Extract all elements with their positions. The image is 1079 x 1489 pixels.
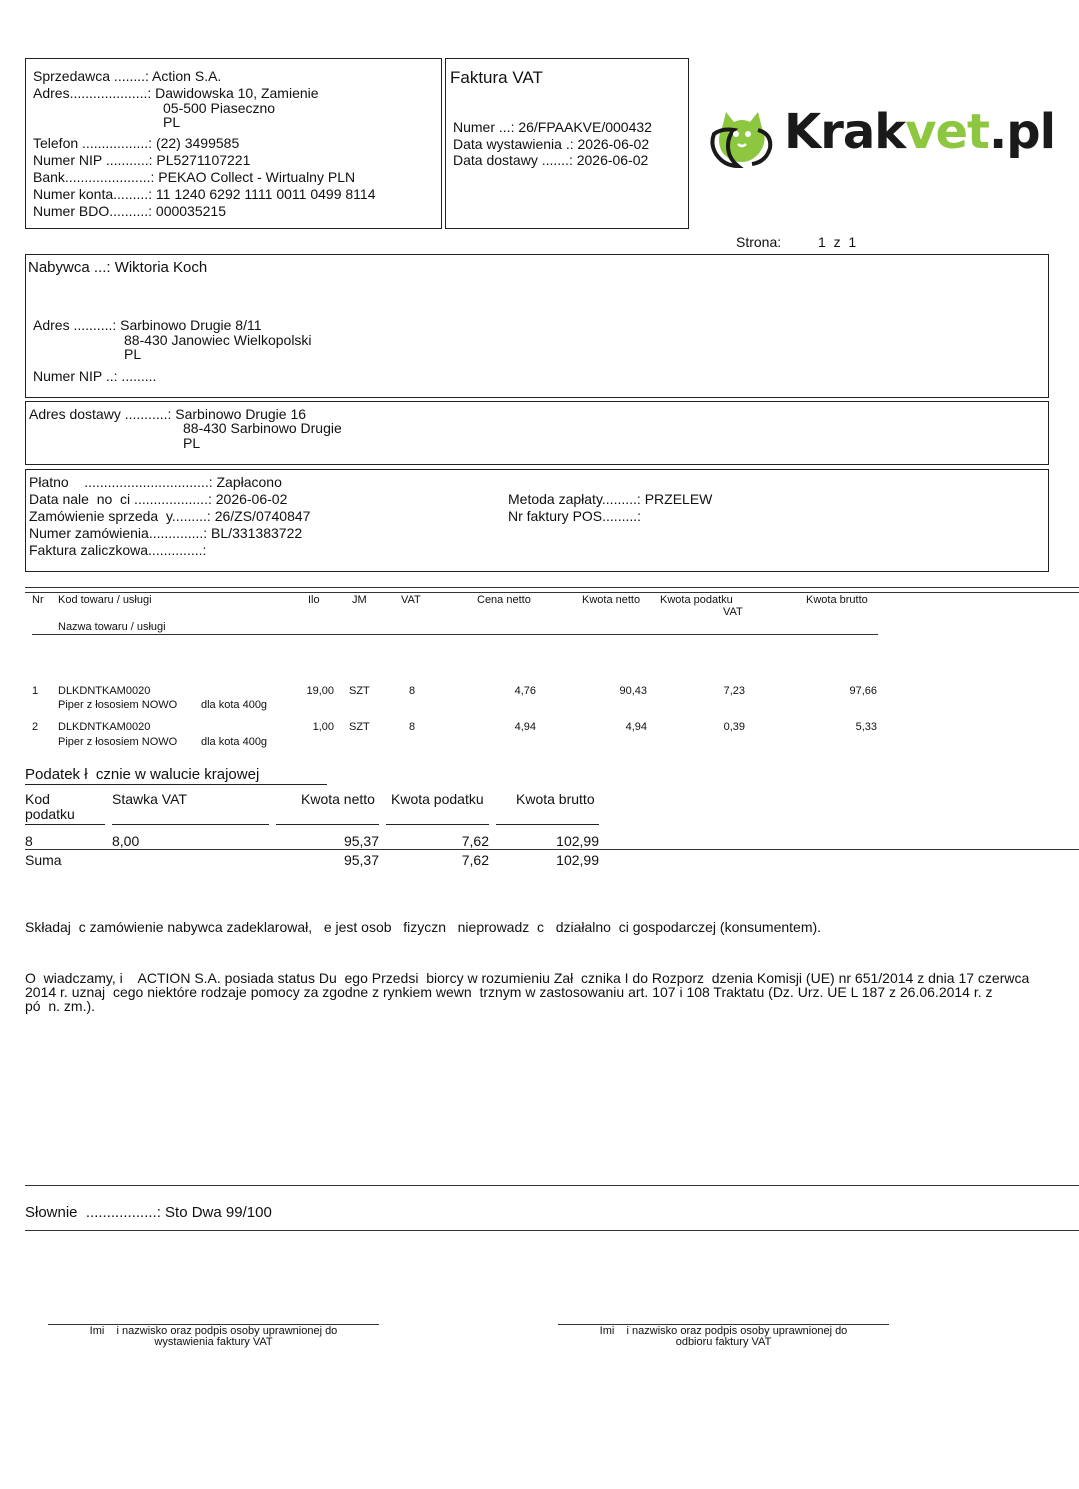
seller-account: Numer konta.........: 11 1240 6292 1111 0011 0499 8114 (33, 186, 376, 202)
item-2-unit: SZT (349, 721, 370, 733)
words-bottom-rule (25, 1230, 1079, 1231)
tax-col-rate-rule (112, 824, 269, 825)
sales-order: Zamówienie sprzeda y.........: 26/ZS/0740847 (29, 508, 311, 524)
signature-receiver-label-2: odbioru faktury VAT (675, 1336, 772, 1348)
seller-nip: Numer NIP ...........: PL5271107221 (33, 152, 251, 168)
seller-address-line2: 05-500 Piaseczno (163, 100, 276, 116)
seller-address-line3: PL (163, 114, 181, 130)
aid-statement-line2: 2014 r. uznaj cego niektóre rodzaje pomocy za zgodne z rynkiem wewn trznym w zastosowaniu art. 107 i 108 Traktatu (Dz. Urz. UE L 187 z 26.06.2014 r. z (25, 984, 993, 1000)
item-2-net-price: 4,94 (514, 721, 536, 733)
item-1-unit: SZT (349, 685, 370, 697)
logo-text-vet: vet (905, 104, 989, 160)
seller-name: Sprzedawca ........: Action S.A. (33, 68, 222, 84)
item-1-code: DLKDNTKAM0020 (58, 685, 151, 697)
tax-sum-gross: 102,99 (556, 852, 599, 868)
col-vat: VAT (401, 594, 421, 606)
logo-text-pl: .pl (988, 104, 1056, 160)
pos-invoice-number: Nr faktury POS.........: (508, 508, 642, 524)
tax-col-tax-rule (386, 824, 489, 825)
col-tax-amount: Kwota podatku (660, 594, 733, 606)
tax-row-net: 95,37 (343, 833, 379, 849)
delivery-address-line2: 88-430 Sarbinowo Drugie (183, 420, 342, 436)
signature-issuer-label-2: wystawienia faktury VAT (154, 1336, 273, 1348)
col-code: Kod towaru / usługi (58, 594, 152, 606)
tax-col-tax: Kwota podatku (391, 791, 484, 807)
item-2-tax: 0,39 (723, 721, 745, 733)
tax-sum-net: 95,37 (343, 852, 379, 868)
seller-address-line1: Adres....................: Dawidowska 10, Zamienie (33, 85, 319, 101)
tax-summary-title-underline (25, 784, 327, 785)
item-2-name: Piper z łososiem NOWO (58, 736, 178, 748)
invoice-title: Faktura VAT (450, 68, 543, 87)
tax-col-net-rule (276, 824, 379, 825)
item-1-vat: 8 (409, 685, 416, 697)
tax-summary-title: Podatek ł cznie w walucie krajowej (25, 766, 260, 783)
item-1-name: Piper z łososiem NOWO (58, 699, 178, 711)
payment-due-date: Data nale no ci ...................: 2026-06-02 (29, 491, 288, 507)
items-top-rule (25, 587, 1079, 588)
buyer-name: Nabywca ...: Wiktoria Koch (28, 259, 208, 276)
order-number: Numer zamówienia..............: BL/331383722 (29, 525, 303, 541)
item-2-desc: dla kota 400g (201, 736, 268, 748)
invoice-issue-date: Data wystawienia .: 2026-06-02 (453, 136, 650, 152)
buyer-nip: Numer NIP ..: ......... (33, 368, 157, 384)
buyer-address-line2: 88-430 Janowiec Wielkopolski (124, 332, 312, 348)
payment-method: Metoda zapłaty.........: PRZELEW (508, 491, 713, 507)
aid-statement-line3: pó n. zm.). (25, 998, 96, 1014)
tax-col-code-rule (25, 824, 105, 825)
seller-phone: Telefon .................: (22) 3499585 (33, 135, 240, 151)
tax-col-code: Kod (25, 791, 50, 807)
items-header-rule (32, 634, 878, 635)
tax-col-gross-rule (496, 824, 599, 825)
item-1-gross: 97,66 (849, 685, 877, 697)
tax-row-code: 8 (25, 833, 33, 849)
signature-issuer-label-1: Imi i nazwisko oraz podpis osoby uprawnionej do (89, 1325, 338, 1337)
signature-receiver-label-1: Imi i nazwisko oraz podpis osoby uprawnionej do (599, 1325, 848, 1337)
buyer-address-line1: Adres ..........: Sarbinowo Drugie 8/11 (33, 317, 262, 333)
item-2-nr: 2 (32, 721, 39, 733)
item-2-code: DLKDNTKAM0020 (58, 721, 151, 733)
tax-col-net: Kwota netto (301, 791, 375, 807)
payment-status: Płatno ................................: Zapłacono (29, 474, 282, 490)
tax-sum-label: Suma (25, 852, 62, 868)
seller-bdo: Numer BDO..........: 000035215 (33, 203, 226, 219)
tax-sum-rule (25, 849, 1079, 850)
page-label: Strona: (736, 234, 782, 250)
pets-logo-icon (708, 100, 778, 170)
item-2-vat: 8 (409, 721, 416, 733)
item-2-gross: 5,33 (855, 721, 877, 733)
aid-statement-line1: O wiadczamy, i ACTION S.A. posiada status Du ego Przedsi biorcy w rozumieniu Zał cznika I do Rozporz dzenia Komisji (UE) nr 651/2014 z dnia 17 czerwca (25, 970, 1030, 986)
tax-col-rate: Stawka VAT (112, 791, 187, 807)
item-2-net-amount: 4,94 (625, 721, 647, 733)
invoice-delivery-date: Data dostawy .......: 2026-06-02 (453, 152, 649, 168)
item-1-qty: 19,00 (306, 685, 334, 697)
krakvet-logo (708, 100, 1056, 172)
delivery-address-line1: Adres dostawy ...........: Sarbinowo Drugie 16 (29, 406, 307, 422)
delivery-address-line3: PL (183, 435, 201, 451)
tax-row-tax: 7,62 (461, 833, 489, 849)
invoice-number: Numer ...: 26/FPAAKVE/000432 (453, 119, 652, 135)
tax-row-gross: 102,99 (556, 833, 599, 849)
col-gross: Kwota brutto (806, 594, 868, 606)
col-unit: JM (352, 594, 367, 606)
consumer-declaration: Składaj c zamówienie nabywca zadeklarował, e jest osob fizyczn nieprowadz c działalno ci gospodarczej (konsumentem). (25, 919, 822, 935)
buyer-address-line3: PL (124, 346, 142, 362)
item-1-desc: dla kota 400g (201, 699, 268, 711)
item-2-qty: 1,00 (312, 721, 334, 733)
col-qty: Ilo (308, 594, 320, 606)
logo-text-krak: Krak (784, 104, 906, 160)
item-1-net-price: 4,76 (514, 685, 536, 697)
col-nr: Nr (32, 594, 44, 606)
page-value: 1 z 1 (818, 234, 857, 250)
col-tax-amount-vat: VAT (723, 606, 743, 618)
col-net-amount: Kwota netto (582, 594, 641, 606)
words-top-rule (25, 1185, 1079, 1186)
col-net-price: Cena netto (477, 594, 531, 606)
tax-col-code-2: podatku (25, 806, 75, 822)
items-top-rule-2 (25, 592, 1079, 593)
logo-text (784, 104, 1055, 160)
tax-sum-tax: 7,62 (461, 852, 489, 868)
tax-col-gross: Kwota brutto (516, 791, 595, 807)
seller-bank: Bank......................: PEKAO Collect - Wirtualny PLN (33, 169, 356, 185)
tax-row-rate: 8,00 (112, 833, 140, 849)
advance-invoice: Faktura zaliczkowa..............: (29, 542, 207, 558)
amount-in-words: Słownie .................: Sto Dwa 99/100 (25, 1204, 272, 1221)
col-name: Nazwa towaru / usługi (58, 621, 166, 633)
item-1-nr: 1 (32, 685, 39, 697)
item-1-net-amount: 90,43 (619, 685, 647, 697)
item-1-tax: 7,23 (723, 685, 745, 697)
